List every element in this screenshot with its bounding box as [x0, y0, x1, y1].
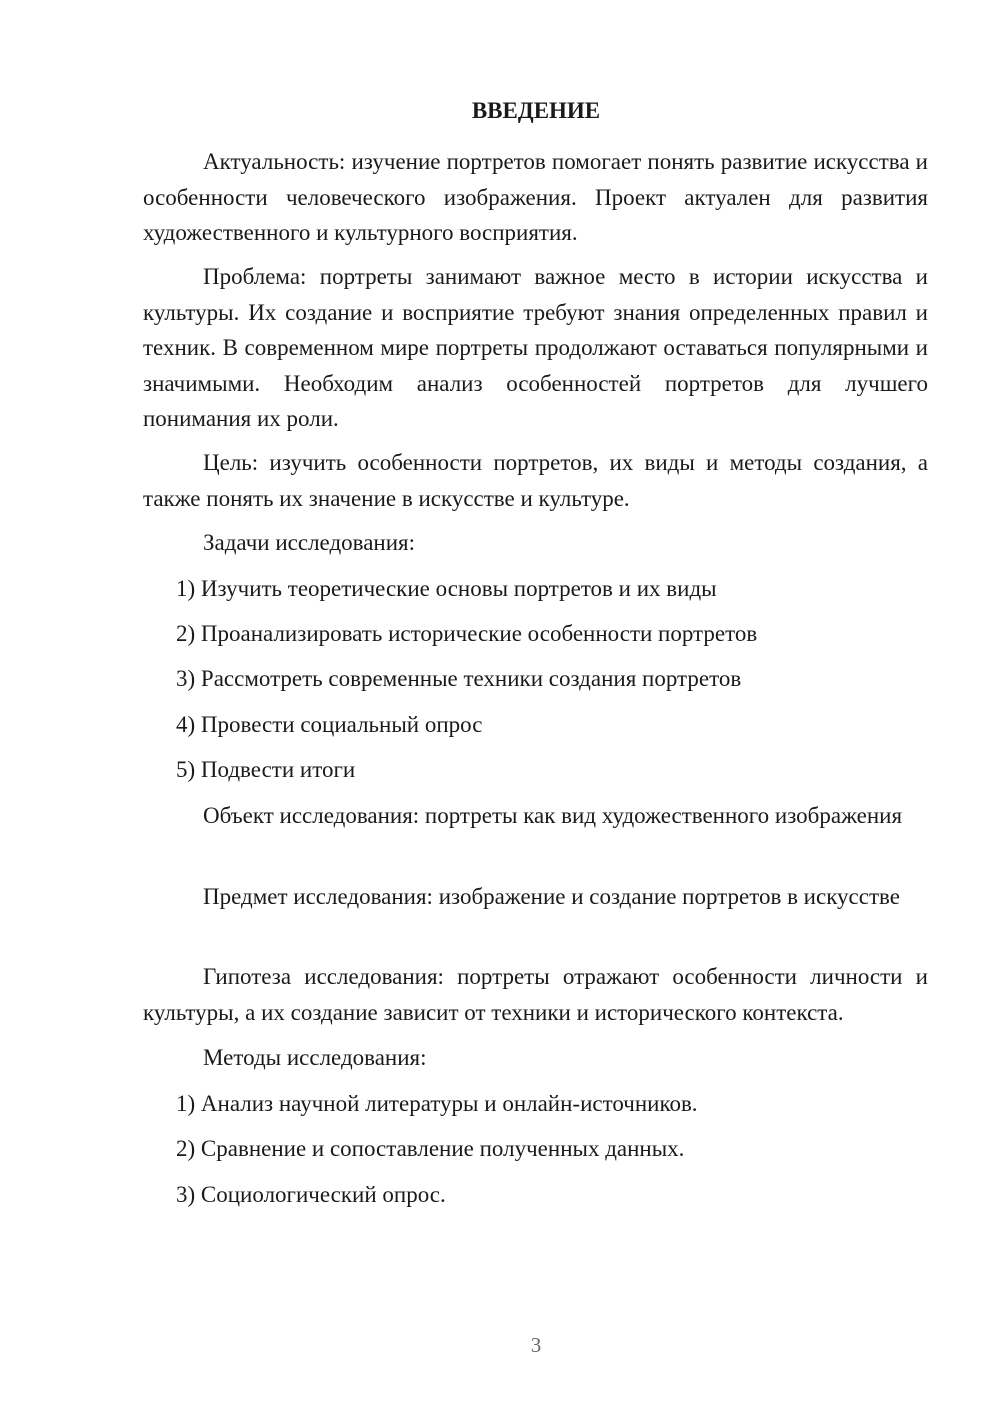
- task-item-2: 2) Проанализировать исторические особенности портретов: [176, 621, 758, 646]
- method-item-2: 2) Сравнение и сопоставление полученных данных.: [176, 1136, 685, 1161]
- section-heading: ВВЕДЕНИЕ: [471, 98, 601, 123]
- methods-title: Методы исследования:: [203, 1045, 427, 1070]
- method-item-3: 3) Социологический опрос.: [176, 1182, 446, 1207]
- tasks-title: Задачи исследования:: [203, 530, 416, 555]
- problem-paragraph: Проблема: портреты занимают важное место в истории искусства и культуры. Их создание и восприятие требуют знания определенных правил и техник. В современном мире портреты продолжают оставаться популярными и значимыми. Необходим анализ особенностей портретов для лучшего понимания их роли.: [143, 264, 928, 431]
- task-item-1: 1) Изучить теоретические основы портретов и их виды: [176, 576, 717, 601]
- hypothesis-paragraph: Гипотеза исследования: портреты отражают особенности личности и культуры, а их создание зависит от техники и исторического контекста.: [143, 964, 928, 1025]
- task-item-4: 4) Провести социальный опрос: [176, 712, 483, 737]
- task-item-3: 3) Рассмотреть современные техники создания портретов: [176, 666, 742, 691]
- page-number: 3: [530, 1333, 542, 1357]
- task-item-5: 5) Подвести итоги: [176, 757, 356, 782]
- goal-paragraph: Цель: изучить особенности портретов, их виды и методы создания, а также понять их значение в искусстве и культуре.: [143, 450, 928, 511]
- method-item-1: 1) Анализ научной литературы и онлайн-источников.: [176, 1091, 698, 1116]
- subject-paragraph: Предмет исследования: изображение и создание портретов в искусстве: [203, 884, 900, 909]
- actuality-paragraph: Актуальность: изучение портретов помогает понять развитие искусства и особенности человеческого изображения. Проект актуален для развития художественного и культурного восприятия.: [143, 149, 928, 245]
- object-paragraph: Объект исследования: портреты как вид художественного изображения: [203, 803, 903, 828]
